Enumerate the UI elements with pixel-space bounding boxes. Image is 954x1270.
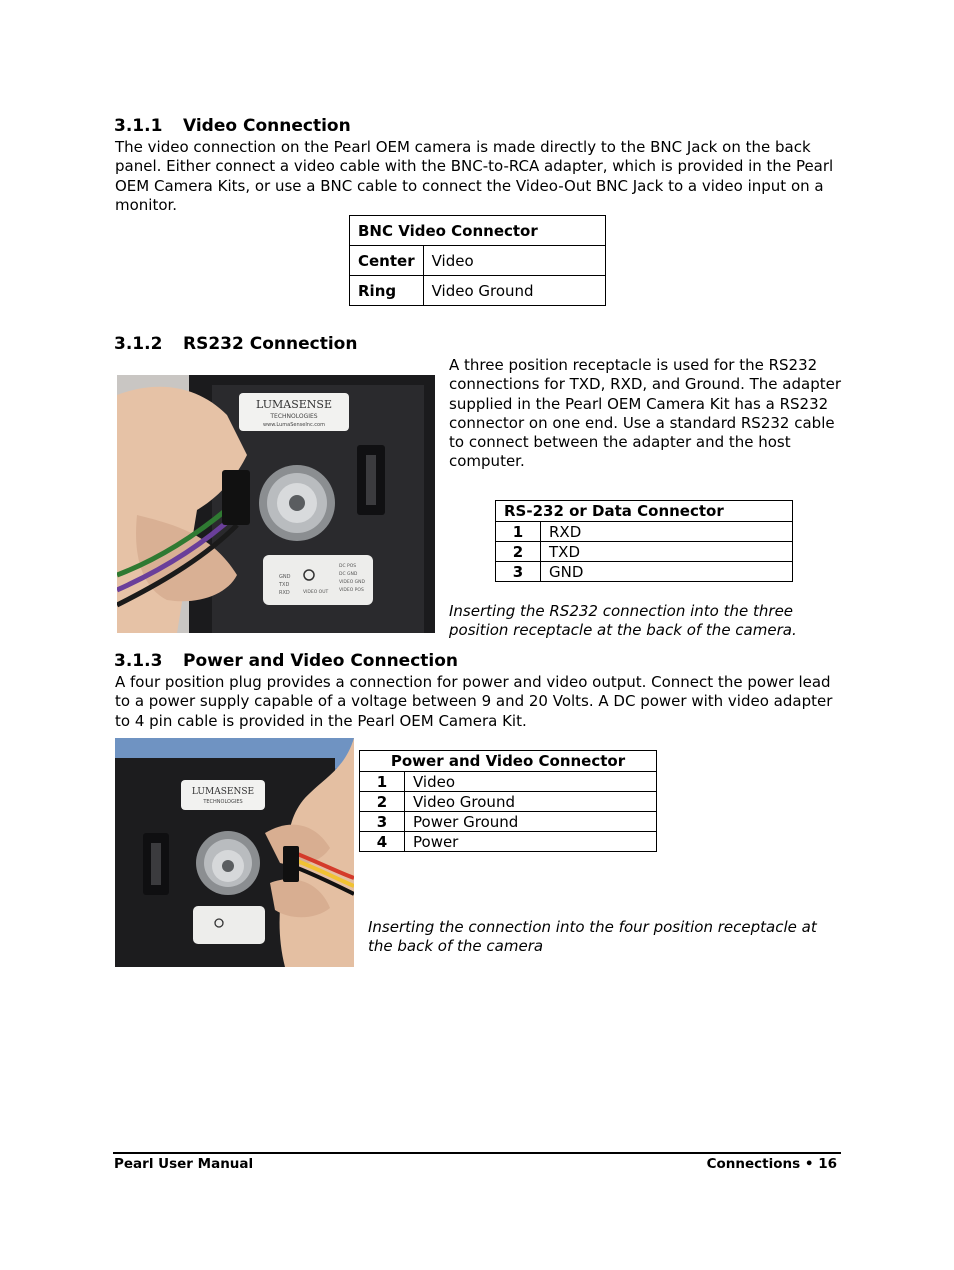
svg-text:TECHNOLOGIES: TECHNOLOGIES bbox=[203, 799, 243, 805]
table-row: 2 Video Ground bbox=[360, 792, 657, 812]
video-connection-paragraph: The video connection on the Pearl OEM camera is made directly to the BNC Jack on the back panel. Either connect a video cable with the BNC-to-RCA adapter, which is provided in the Pearl OEM Camera Kits, or use a BNC cable to connect the Video-Out BNC Jack to a video input on a monitor. bbox=[115, 138, 834, 214]
power-video-photo-caption: Inserting the connection into the four position receptacle at the back of the camera bbox=[368, 918, 817, 956]
table-row: 1 RXD bbox=[496, 522, 793, 542]
svg-text:TXD: TXD bbox=[279, 582, 290, 588]
table-row: 3 GND bbox=[496, 562, 793, 582]
footer-divider bbox=[113, 1152, 841, 1154]
footer-page-number: Connections • 16 bbox=[706, 1156, 837, 1172]
table-row: Ring Video Ground bbox=[350, 276, 606, 306]
table-header: Power and Video Connector bbox=[360, 751, 657, 772]
svg-text:VIDEO OUT: VIDEO OUT bbox=[303, 590, 329, 595]
table-header: BNC Video Connector bbox=[350, 216, 606, 246]
svg-text:GND: GND bbox=[279, 574, 291, 580]
footer-manual-title: Pearl User Manual bbox=[114, 1156, 254, 1172]
lumasense-logo-text: LUMASENSE bbox=[191, 787, 255, 797]
table-header: RS-232 or Data Connector bbox=[496, 501, 793, 522]
rs232-connection-photo bbox=[117, 375, 435, 633]
table-row: 1 Video bbox=[360, 772, 657, 792]
power-video-paragraph: A four position plug provides a connection for power and video output. Connect the power lead to a power supply capable of a voltage between 9 and 20 Volts. A DC power with video adapter to 4 pin cable is provided in the Pearl OEM Camera Kit. bbox=[115, 673, 833, 730]
power-video-connection-photo bbox=[115, 738, 354, 967]
section-heading-power-video-connection: 3.1.3 Power and Video Connection bbox=[114, 651, 459, 671]
section-heading-rs232-connection: 3.1.2 RS232 Connection bbox=[114, 334, 358, 354]
svg-text:DC GND: DC GND bbox=[339, 572, 358, 577]
bnc-video-connector-table bbox=[349, 215, 606, 306]
svg-text:DC POS: DC POS bbox=[339, 564, 357, 569]
rs232-paragraph: A three position receptacle is used for the RS232 connections for TXD, RXD, and Ground. The adapter supplied in the Pearl OEM Camera Kit has a RS232 connector on one end. Use a standard RS232 cable to connect between the adapter and the host computer. bbox=[449, 356, 841, 471]
svg-text:VIDEO POS: VIDEO POS bbox=[339, 588, 364, 593]
svg-text:TECHNOLOGIES: TECHNOLOGIES bbox=[270, 413, 318, 420]
lumasense-logo-text: LUMASENSE bbox=[256, 398, 332, 411]
rs232-photo-caption: Inserting the RS232 connection into the three position receptacle at the back of the camera. bbox=[449, 602, 797, 640]
power-video-connector-table bbox=[359, 750, 657, 852]
table-row: 2 TXD bbox=[496, 542, 793, 562]
table-row: 4 Power bbox=[360, 832, 657, 852]
svg-text:www.LumaSenseInc.com: www.LumaSenseInc.com bbox=[263, 422, 325, 428]
rs232-data-connector-table bbox=[495, 500, 793, 582]
svg-text:RXD: RXD bbox=[279, 590, 290, 596]
section-heading-video-connection: 3.1.1 Video Connection bbox=[114, 116, 351, 136]
svg-text:VIDEO GND: VIDEO GND bbox=[339, 580, 366, 585]
table-row: Center Video bbox=[350, 246, 606, 276]
table-row: 3 Power Ground bbox=[360, 812, 657, 832]
